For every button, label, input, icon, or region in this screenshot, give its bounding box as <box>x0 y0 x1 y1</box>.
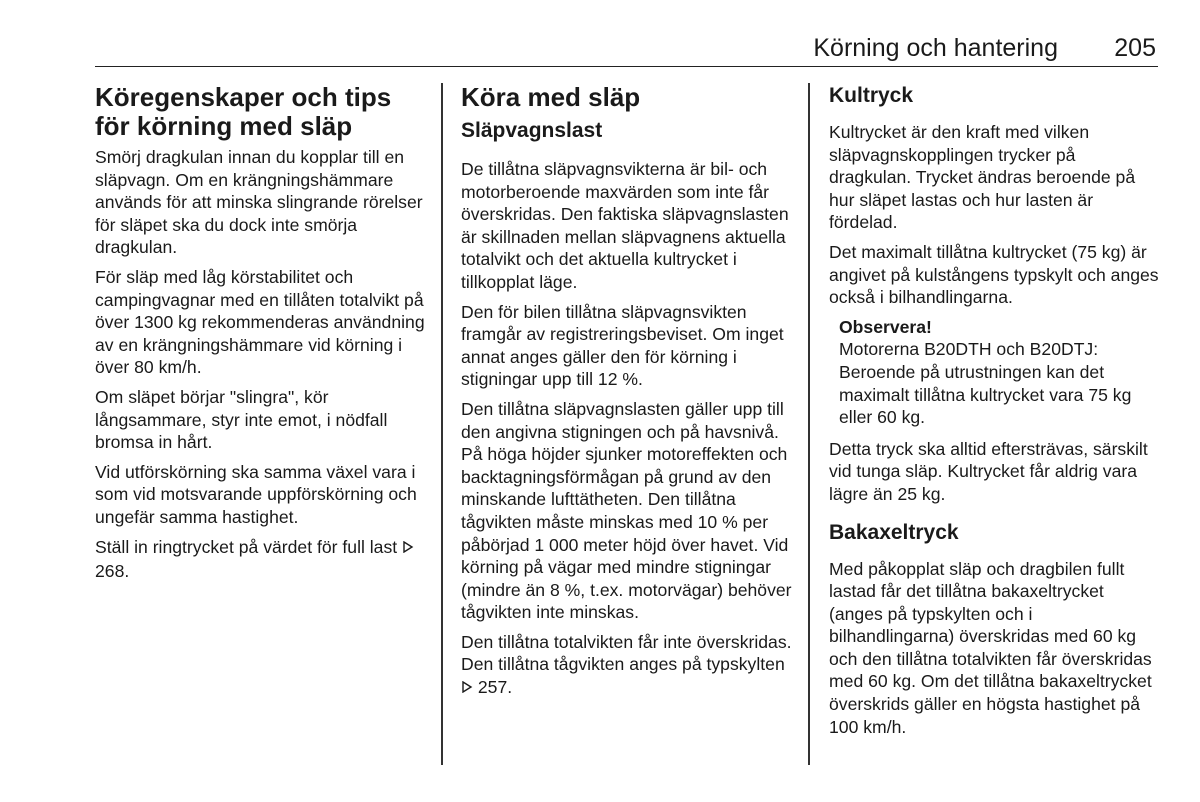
paragraph: De tillåtna släpvagnsvikterna är bil- och motorberoende maxvärden som inte får överskridas. Den faktiska släpvagnslasten är skillnaden mellan släpvagnens aktuella totalvikt och det aktuella kultrycket i tillkopplat läge. <box>461 159 789 292</box>
paragraph: Vid utförskörning ska samma växel vara i som vid motsvarande uppförskörning och ungefär samma hastighet. <box>95 461 417 527</box>
column-3 <box>829 83 1159 745</box>
page-number: 205 <box>1114 34 1156 62</box>
column-2 <box>461 83 796 708</box>
heading-towing: Köra med släp <box>461 82 641 112</box>
paragraph-text: Den tillåtna totalvikten får inte överskridas. Den tillåtna tågvikten anges på typskylten <box>461 631 792 675</box>
column-divider-1 <box>441 83 443 765</box>
column-divider-2 <box>808 83 810 765</box>
paragraph: Med påkopplat släp och dragbilen fullt lastad får det tillåtna bakaxeltrycket (anges på typskylten och i bilhandlingarna) överskridas med 60 kg och den tillåtna totalvikten får överskridas med 60 kg. Om det tillåtna bakaxeltrycket överskrids gäller en högsta hastighet på 100 km/h. <box>829 558 1152 737</box>
note-text: Motorerna B20DTH och B20DTJ: Beroende på utrustningen kan det maximalt tillåtna kultrycket vara 75 kg eller 60 kg. <box>839 339 1132 428</box>
paragraph: Detta tryck ska alltid eftersträvas, särskilt vid tunga släp. Kultrycket får aldrig vara lägre än 25 kg. <box>829 438 1148 504</box>
subheading-trailer-load: Släpvagnslast <box>461 119 603 142</box>
paragraph: Kultrycket är den kraft med vilken släpvagnskopplingen trycker på dragkulan. Trycket ändras beroende på hur släpet lastas och hur lasten är fördelad. <box>829 122 1136 233</box>
section-title: Körning och hantering <box>813 34 1058 62</box>
paragraph-with-reference <box>95 536 430 583</box>
paragraph: För släp med låg körstabilitet och campingvagnar med en tillåten totalvikt på över 1300 kg rekommenderas användning av en krängningshämmare vid körning i över 80 km/h. <box>95 266 425 378</box>
paragraph: Den tillåtna släpvagnslasten gäller upp till den angivna stigningen och på havsnivå. På höga höjder sjunker motoreffekten och backtagningsförmågan på grund av den minskande lufttätheten. Den tillåtna tågvikten måste minskas med 10 % per påbörjad 1 000 meter höjd över havet. Vid körning på vägar med mindre stigningar (mindre än 8 %, t.ex. motorvägar) behöver tågvikten inte minskas. <box>461 398 792 623</box>
heading-ball-pressure: Kultryck <box>829 84 914 107</box>
page-reference-arrow-icon <box>461 678 473 701</box>
page-header <box>95 30 1158 67</box>
paragraph: Den för bilen tillåtna släpvagnsvikten framgår av registreringsbeviset. Om inget annat anges gäller den för körning i stigningar upp till 12 %. <box>461 301 784 390</box>
page-reference[interactable]: 257. <box>477 677 513 698</box>
page-reference[interactable]: 268. <box>95 561 130 582</box>
paragraph: Smörj dragkulan innan du kopplar till en släpvagn. Om en krängningshämmare används för att minska slingrande rörelser för släpet ska du dock inte smörja dragkulan. <box>95 147 423 258</box>
paragraph-text: Ställ in ringtrycket på värdet för full last <box>95 536 398 557</box>
heading-rear-axle-pressure: Bakaxeltryck <box>829 520 959 544</box>
note-title: Observera! <box>839 316 932 337</box>
paragraph-with-reference <box>461 631 796 701</box>
paragraph: Det maximalt tillåtna kultrycket (75 kg) är angivet på kulstångens typskylt och anges också i bilhandlingarna. <box>829 241 1159 308</box>
heading-driving-tips: Köregenskaper och tips för körning med släp <box>95 82 392 141</box>
page-reference-arrow-icon <box>402 538 414 561</box>
note-box <box>839 316 1159 429</box>
column-1 <box>95 83 430 590</box>
paragraph: Om släpet börjar "slingra", kör långsammare, styr inte emot, i nödfall bromsa in hårt. <box>95 386 388 453</box>
